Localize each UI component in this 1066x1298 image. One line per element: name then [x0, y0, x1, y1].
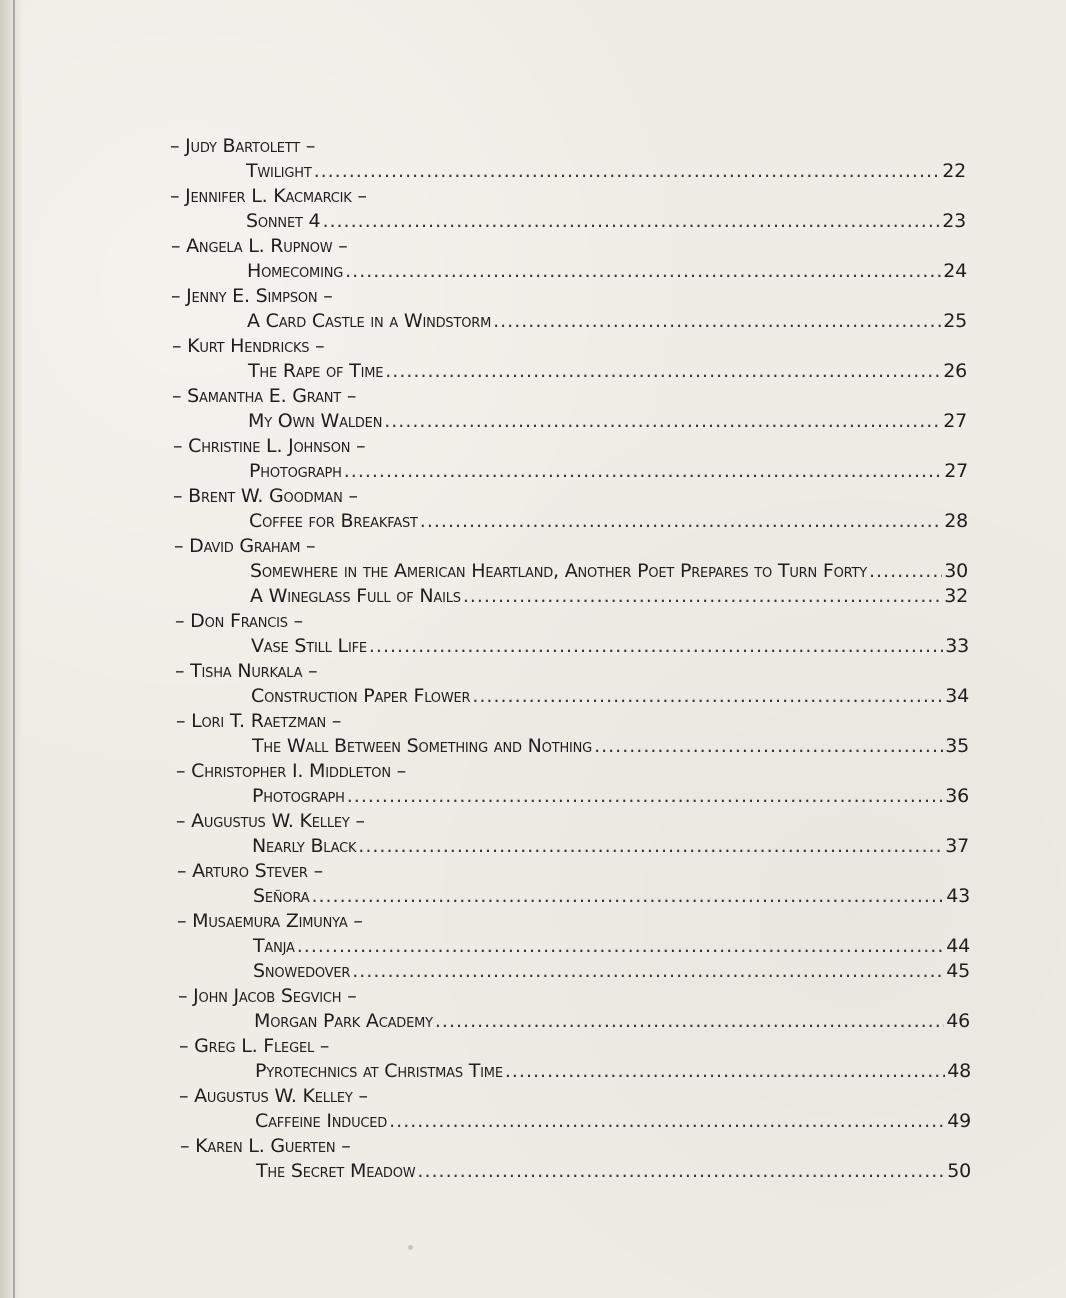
work-title: Nearly Black	[252, 835, 357, 857]
work-title: Vase Still Life	[251, 635, 367, 657]
dot-leader	[417, 1159, 945, 1183]
work-title: Somewhere in the American Heartland, Another Poet Prepares to Turn Forty	[250, 560, 867, 582]
toc-entry	[247, 259, 967, 283]
author-name: – Kurt Hendricks –	[172, 335, 325, 357]
toc-entry	[253, 959, 970, 983]
dot-leader	[869, 559, 942, 583]
dot-leader	[297, 934, 944, 958]
dot-leader	[322, 209, 940, 233]
dot-leader	[493, 309, 941, 333]
page-number: 27	[943, 410, 967, 432]
page-number: 43	[946, 885, 970, 907]
page-number: 35	[945, 735, 969, 757]
dot-leader	[420, 509, 942, 533]
author-name: – Greg L. Flegel –	[179, 1035, 330, 1057]
page-number: 22	[942, 160, 966, 182]
page-number: 28	[944, 510, 968, 532]
page-number: 24	[943, 260, 967, 282]
dot-leader	[463, 584, 942, 608]
toc-entry	[249, 459, 968, 483]
toc-entry	[252, 834, 969, 858]
toc-entry	[248, 409, 967, 433]
dot-leader	[344, 459, 942, 483]
dot-leader	[352, 959, 944, 983]
toc-entry	[249, 509, 968, 533]
dot-leader	[472, 684, 943, 708]
dot-leader	[594, 734, 943, 758]
page-number: 49	[947, 1110, 971, 1132]
toc-entry	[250, 584, 968, 608]
page-number: 48	[947, 1060, 971, 1082]
dot-leader	[435, 1009, 944, 1033]
author-name: – John Jacob Segvich –	[178, 985, 357, 1007]
dot-leader	[369, 634, 943, 658]
author-name: – Karen L. Guerten –	[180, 1135, 351, 1157]
work-title: My Own Walden	[248, 410, 383, 432]
author-name: – Augustus W. Kelley –	[179, 1085, 368, 1107]
dot-leader	[384, 409, 941, 433]
work-title: Sonnet 4	[246, 210, 321, 232]
work-title: A Card Castle in a Windstorm	[247, 310, 492, 332]
dot-leader	[385, 359, 941, 383]
page-number: 27	[944, 460, 968, 482]
work-title: The Rape of Time	[248, 360, 384, 382]
page-number: 36	[945, 785, 969, 807]
author-name: – Angela L. Rupnow –	[171, 235, 348, 257]
page-number: 46	[946, 1010, 970, 1032]
dot-leader	[311, 884, 944, 908]
dot-leader	[505, 1059, 945, 1083]
page-number: 33	[945, 635, 969, 657]
toc-entry	[247, 309, 967, 333]
page-number: 45	[946, 960, 970, 982]
work-title: A Wineglass Full of Nails	[250, 585, 461, 607]
work-title: Tanja	[253, 935, 295, 957]
author-name: – Christine L. Johnson –	[173, 435, 366, 457]
author-name: – Judy Bartolett –	[170, 135, 316, 157]
toc-entry	[251, 634, 969, 658]
author-name: – Samantha E. Grant –	[172, 385, 357, 407]
dot-leader	[314, 159, 941, 183]
author-name: – Tisha Nurkala –	[175, 660, 318, 682]
toc-entry	[253, 884, 970, 908]
author-name: – Don Francis –	[175, 610, 303, 632]
work-title: Twilight	[246, 160, 312, 182]
work-title: Pyrotechnics at Christmas Time	[255, 1060, 503, 1082]
page-number: 25	[943, 310, 967, 332]
toc-entry	[252, 784, 969, 808]
page-number: 26	[943, 360, 967, 382]
toc-entry	[251, 684, 969, 708]
page-number: 30	[944, 560, 968, 582]
toc-entry	[250, 559, 968, 583]
toc-entry	[255, 1109, 971, 1133]
toc-entry	[246, 159, 966, 183]
toc-entry	[252, 734, 969, 758]
work-title: Snowedover	[253, 960, 351, 982]
work-title: Señora	[253, 885, 310, 907]
dot-leader	[389, 1109, 945, 1133]
author-name: – Jennifer L. Kacmarcik –	[170, 185, 367, 207]
page-number: 34	[945, 685, 969, 707]
toc-entry	[256, 1159, 971, 1183]
author-name: – Lori T. Raetzman –	[176, 710, 342, 732]
author-name: – Jenny E. Simpson –	[171, 285, 333, 307]
toc-entry	[246, 209, 966, 233]
author-name: – Arturo Stever –	[177, 860, 323, 882]
page-number: 23	[942, 210, 966, 232]
dot-leader	[345, 259, 941, 283]
work-title: The Secret Meadow	[256, 1160, 416, 1182]
work-title: Morgan Park Academy	[254, 1010, 433, 1032]
work-title: Coffee for Breakfast	[249, 510, 418, 532]
work-title: Construction Paper Flower	[251, 685, 471, 707]
toc-entry	[248, 359, 967, 383]
work-title: Caffeine Induced	[255, 1110, 388, 1132]
author-name: – Augustus W. Kelley –	[176, 810, 365, 832]
author-name: – Christopher I. Middleton –	[176, 760, 406, 782]
toc-entry	[255, 1059, 971, 1083]
page-number: 37	[945, 835, 969, 857]
page-number: 32	[944, 585, 968, 607]
page-number: 44	[946, 935, 970, 957]
author-name: – Brent W. Goodman –	[173, 485, 358, 507]
toc-entry	[254, 1009, 970, 1033]
work-title: Homecoming	[247, 260, 344, 282]
page-number: 50	[947, 1160, 971, 1182]
work-title: Photograph	[252, 785, 345, 807]
work-title: Photograph	[249, 460, 342, 482]
dot-leader	[358, 834, 943, 858]
author-name: – David Graham –	[174, 535, 316, 557]
work-title: The Wall Between Something and Nothing	[252, 735, 593, 757]
author-name: – Musaemura Zimunya –	[177, 910, 363, 932]
dot-leader	[347, 784, 943, 808]
toc-entry	[253, 934, 970, 958]
